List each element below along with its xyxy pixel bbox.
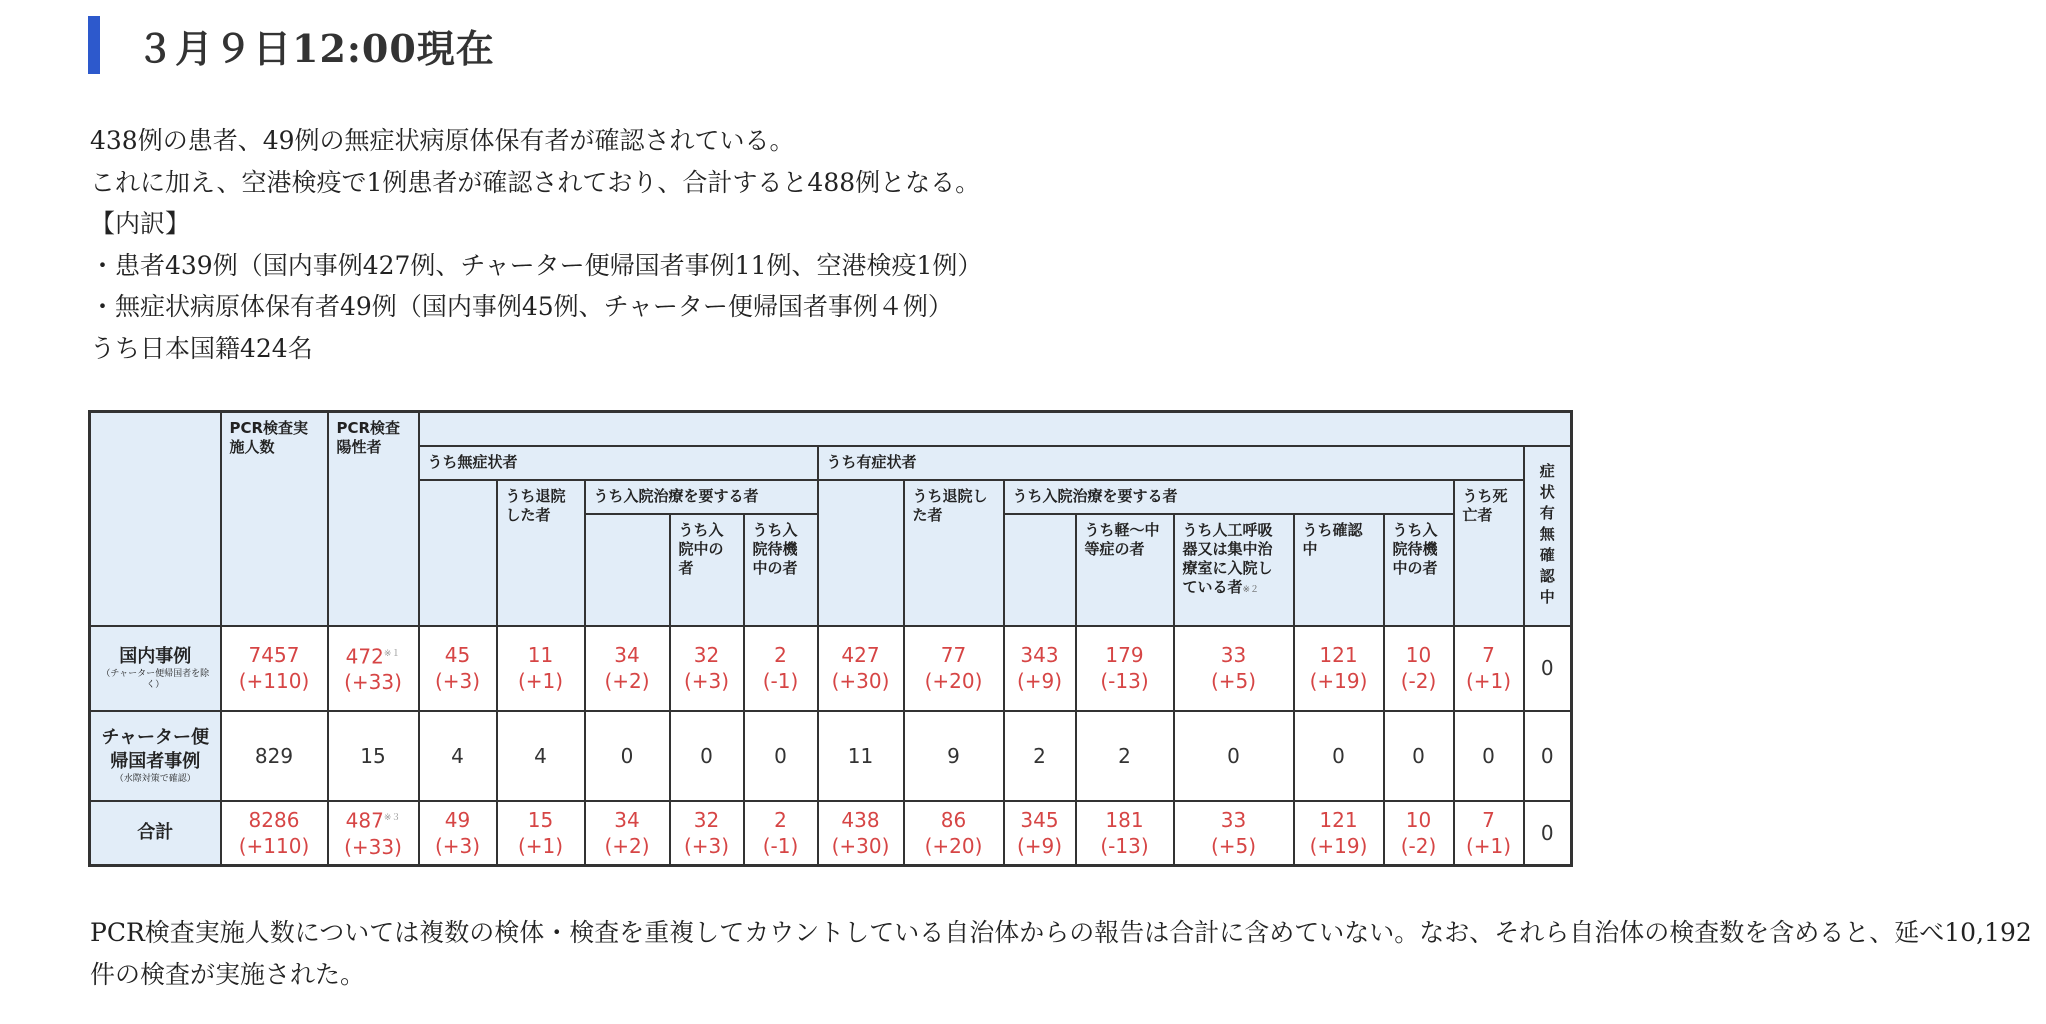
cell-change: (+19) xyxy=(1309,833,1368,858)
table-cell xyxy=(419,711,497,801)
cell-value: 7 xyxy=(1482,807,1495,832)
header-symptomatic: うち有症状者 xyxy=(818,446,1524,480)
cell-change: (+3) xyxy=(683,669,730,693)
cell-value: 8286 xyxy=(248,807,300,832)
table-cell xyxy=(328,626,419,711)
row-header-sublabel: （水際対策で確認） xyxy=(114,774,196,784)
table-row-total xyxy=(90,801,1572,866)
cell-value: 32 xyxy=(693,807,720,832)
table-cell xyxy=(1294,626,1384,711)
table-cell xyxy=(221,626,328,711)
footer-note xyxy=(90,912,2040,996)
table-cell xyxy=(1454,711,1524,801)
header-sym-spacer xyxy=(818,480,904,626)
cell-change: (+110) xyxy=(238,669,310,693)
table-cell xyxy=(221,711,328,801)
table-cell xyxy=(1524,801,1572,866)
cell-change: (+20) xyxy=(924,833,983,858)
cell-change: (+110) xyxy=(238,833,310,858)
header-asym-waiting: うち入院待機中の者 xyxy=(744,514,818,626)
header-unknown-label: 症状有無確認中 xyxy=(1539,461,1555,606)
table-cell xyxy=(1454,801,1524,866)
cell-footnote: ※３ xyxy=(383,813,401,824)
table-row-charter xyxy=(90,711,1572,801)
table-cell xyxy=(1384,626,1454,711)
cell-value: 0 xyxy=(1540,743,1554,768)
header-asym-hospital-needed: うち入院治療を要する者 xyxy=(585,480,818,514)
cell-value: 11 xyxy=(847,743,874,768)
header-sym-hospital-needed: うち入院治療を要する者 xyxy=(1004,480,1454,514)
header-unknown xyxy=(1524,446,1572,626)
cell-value: 427 xyxy=(841,643,880,667)
cell-change: (+33) xyxy=(344,835,402,860)
table-cell xyxy=(585,626,670,711)
cell-value: 438 xyxy=(841,807,880,832)
table-cell xyxy=(1004,801,1076,866)
section-heading xyxy=(88,16,495,74)
intro-line: これに加え、空港検疫で1例患者が確認されており、合計すると488例となる。 xyxy=(90,167,981,197)
cell-value: 86 xyxy=(940,807,967,832)
footer-text: PCR検査実施人数については複数の検体・検査を重複してカウントしている自治体からの報告は合計に含めていない。なお、それら自治体の検査数を含めると、延べ10,192件の検査が実施された。 xyxy=(90,918,2032,989)
cell-change: (+3) xyxy=(683,833,730,858)
cell-value: 4 xyxy=(451,743,464,768)
header-asymptomatic: うち無症状者 xyxy=(419,446,818,480)
cell-change: (+1) xyxy=(517,669,564,693)
cell-value: 2 xyxy=(774,643,787,667)
table-cell xyxy=(1384,711,1454,801)
stats-table-container xyxy=(88,410,1570,866)
cell-value: 10 xyxy=(1405,807,1432,832)
cell-value: 0 xyxy=(774,743,787,768)
cell-value: 7 xyxy=(1482,643,1495,667)
table-cell xyxy=(744,711,818,801)
header-sym-severe xyxy=(1174,514,1294,626)
cell-change: (+5) xyxy=(1210,833,1257,858)
table-cell xyxy=(1524,626,1572,711)
table-cell xyxy=(1174,711,1294,801)
intro-line: ・患者439例（国内事例427例、チャーター便帰国者事例11例、空港検疫1例） xyxy=(90,250,983,280)
cell-value: 0 xyxy=(700,743,713,768)
table-cell xyxy=(328,711,419,801)
cell-change: (+1) xyxy=(1465,669,1512,693)
table-cell xyxy=(585,711,670,801)
cell-value: 49 xyxy=(444,807,471,832)
cell-footnote: ※１ xyxy=(383,648,401,659)
cell-change: (+1) xyxy=(1465,833,1512,858)
cell-change: (+9) xyxy=(1016,669,1063,693)
cell-value: 32 xyxy=(693,643,720,667)
table-cell xyxy=(585,801,670,866)
table-cell xyxy=(904,801,1004,866)
header-sym-discharged: うち退院した者 xyxy=(904,480,1004,626)
header-sym-waiting: うち入院待機中の者 xyxy=(1384,514,1454,626)
cell-value: 0 xyxy=(1412,743,1425,768)
cell-value: 7457 xyxy=(248,643,300,667)
table-cell xyxy=(818,626,904,711)
table-cell xyxy=(1174,626,1294,711)
row-header-sublabel: （チャーター便帰国者を除く） xyxy=(101,669,210,690)
header-deaths: うち死亡者 xyxy=(1454,480,1524,626)
cell-value: 487 xyxy=(345,809,384,834)
cell-value: 2 xyxy=(774,807,787,832)
cell-value: 0 xyxy=(620,743,634,768)
cell-value: 345 xyxy=(1020,807,1059,832)
table-cell xyxy=(744,801,818,866)
cell-change: (-1) xyxy=(762,669,799,693)
table-cell xyxy=(1384,801,1454,866)
cell-change: (-2) xyxy=(1400,669,1437,693)
intro-line: 438例の患者、49例の無症状病原体保有者が確認されている。 xyxy=(90,126,795,155)
heading-text: ３月９日12:00現在 xyxy=(136,25,495,71)
table-cell xyxy=(1524,711,1572,801)
table-cell xyxy=(221,801,328,866)
row-header xyxy=(90,626,221,711)
header-sym-severe-note: ※２ xyxy=(1242,584,1260,595)
table-cell xyxy=(744,626,818,711)
cell-value: 472 xyxy=(345,644,384,669)
row-header-label: チャーター便帰国者事例 xyxy=(101,727,209,772)
cell-value: 34 xyxy=(614,643,640,667)
cell-value: 2 xyxy=(1033,743,1046,768)
cell-change: (+20) xyxy=(924,669,983,693)
cell-value: 0 xyxy=(1540,820,1554,845)
header-asym-hospitalized: うち入院中の者 xyxy=(670,514,744,626)
intro-text xyxy=(90,120,1940,369)
row-header-label: 合計 xyxy=(137,821,174,843)
table-cell xyxy=(497,801,585,866)
cell-change: (-2) xyxy=(1400,833,1437,858)
intro-line: うち日本国籍424名 xyxy=(90,333,313,363)
cell-value: 2 xyxy=(1118,743,1131,768)
cell-value: 15 xyxy=(527,807,554,832)
cell-value: 0 xyxy=(1227,743,1240,768)
cell-value: 77 xyxy=(940,643,967,667)
cell-value: 181 xyxy=(1105,807,1144,832)
table-cell xyxy=(1454,626,1524,711)
cell-change: (-13) xyxy=(1100,669,1149,693)
table-cell xyxy=(328,801,419,866)
cell-change: (+30) xyxy=(831,669,890,693)
table-cell xyxy=(670,626,744,711)
cell-value: 33 xyxy=(1220,807,1247,832)
table-cell xyxy=(904,711,1004,801)
corner-header xyxy=(90,412,221,626)
table-cell xyxy=(1004,626,1076,711)
table-cell xyxy=(1294,711,1384,801)
cell-value: 11 xyxy=(527,643,554,667)
cell-value: 343 xyxy=(1020,643,1059,667)
header-asym-spacer xyxy=(419,480,497,626)
cell-value: 33 xyxy=(1220,643,1247,667)
cell-change: (+3) xyxy=(434,833,481,858)
cell-value: 121 xyxy=(1319,807,1358,832)
cell-change: (+33) xyxy=(344,670,402,695)
header-pcr-positive: PCR検査陽性者 xyxy=(328,412,419,626)
cell-value: 45 xyxy=(444,643,471,667)
cell-value: 829 xyxy=(254,743,294,768)
cell-change: (-1) xyxy=(762,833,799,858)
cell-change: (+1) xyxy=(517,833,564,858)
cell-change: (-13) xyxy=(1100,833,1149,858)
table-cell xyxy=(1076,626,1174,711)
table-cell xyxy=(419,626,497,711)
table-cell xyxy=(670,711,744,801)
table-cell xyxy=(1076,801,1174,866)
cell-value: 4 xyxy=(534,743,547,768)
cell-value: 9 xyxy=(947,743,960,768)
row-header-label: 国内事例 xyxy=(119,646,192,667)
table-row-domestic xyxy=(90,626,1572,711)
cell-value: 34 xyxy=(614,807,640,832)
cell-value: 10 xyxy=(1405,643,1432,667)
cell-change: (+9) xyxy=(1016,833,1063,858)
table-cell xyxy=(1174,801,1294,866)
header-sym-confirming: うち確認中 xyxy=(1294,514,1384,626)
table-cell xyxy=(497,626,585,711)
cell-value: 0 xyxy=(1540,656,1554,680)
table-cell xyxy=(497,711,585,801)
table-cell xyxy=(419,801,497,866)
row-header xyxy=(90,801,221,866)
header-pcr-tested: PCR検査実施人数 xyxy=(221,412,328,626)
header-sym-hospital-spacer xyxy=(1004,514,1076,626)
cell-change: (+2) xyxy=(604,833,650,858)
cell-value: 15 xyxy=(360,743,386,768)
table-cell xyxy=(670,801,744,866)
cell-value: 121 xyxy=(1319,643,1358,667)
header-asym-hospital-spacer xyxy=(585,514,670,626)
cell-value: 0 xyxy=(1332,743,1345,768)
header-sym-mild: うち軽〜中等症の者 xyxy=(1076,514,1174,626)
cell-value: 179 xyxy=(1105,643,1144,667)
cell-change: (+2) xyxy=(604,669,650,693)
row-header xyxy=(90,711,221,801)
cell-change: (+30) xyxy=(831,833,890,858)
table-cell xyxy=(1294,801,1384,866)
stats-table xyxy=(88,410,1573,867)
cell-change: (+5) xyxy=(1210,669,1257,693)
header-positive-breakdown xyxy=(419,412,1572,446)
table-cell xyxy=(1076,711,1174,801)
table-cell xyxy=(818,801,904,866)
header-asym-discharged: うち退院した者 xyxy=(497,480,585,626)
table-cell xyxy=(1004,711,1076,801)
intro-line: 【内訳】 xyxy=(90,209,191,238)
table-cell xyxy=(904,626,1004,711)
intro-line: ・無症状病原体保有者49例（国内事例45例、チャーター便帰国者事例４例） xyxy=(90,292,953,321)
cell-change: (+19) xyxy=(1309,669,1368,693)
header-sym-severe-label: うち人工呼吸器又は集中治療室に入院している者 xyxy=(1182,520,1273,596)
cell-change: (+3) xyxy=(434,669,481,693)
cell-value: 0 xyxy=(1482,743,1495,768)
table-cell xyxy=(818,711,904,801)
